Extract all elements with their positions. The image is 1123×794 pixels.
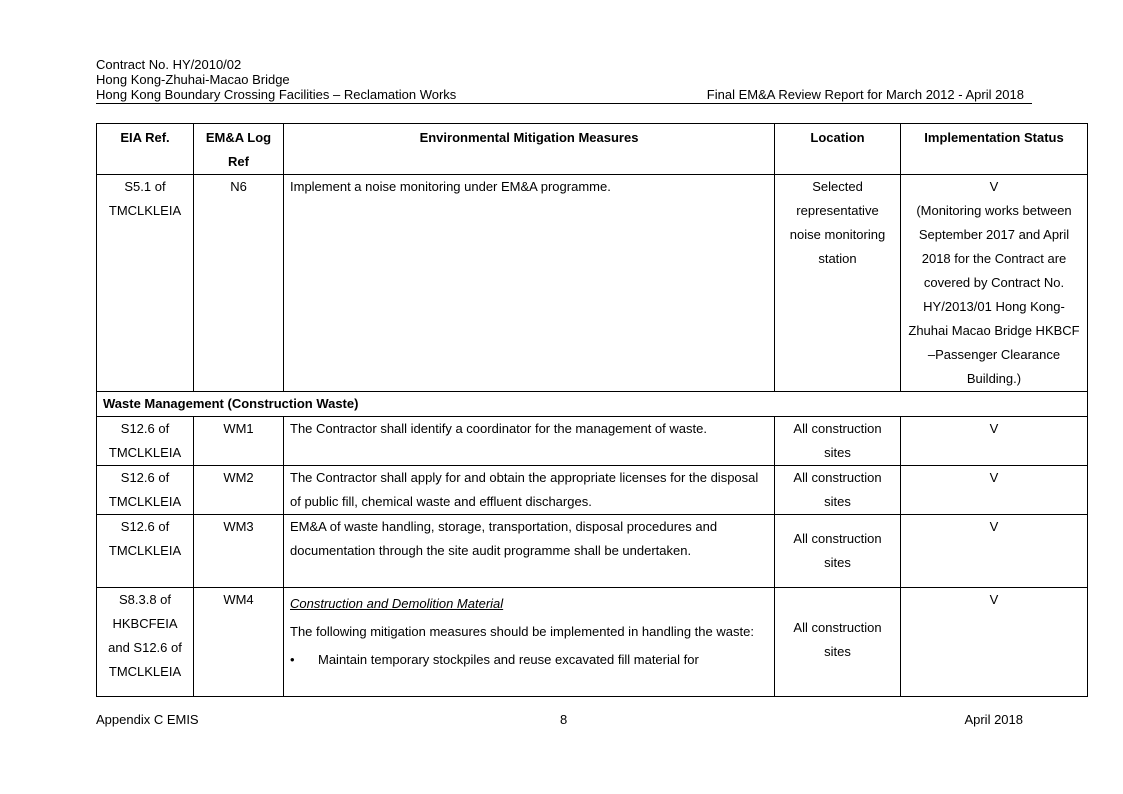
col-measures: Environmental Mitigation Measures [284,124,775,175]
appendix-label: Appendix C EMIS [96,712,199,727]
bullet-icon: • [290,652,295,667]
eia-ref-cell: S12.6 of TMCLKLEIA [97,515,194,588]
col-location: Location [775,124,901,175]
log-ref-cell: WM2 [194,466,284,515]
measure-cell [284,588,775,697]
measure-bullet [290,648,768,672]
status-mark: V [989,179,999,194]
status-cell [901,175,1088,392]
section-title: Waste Management (Construction Waste) [97,392,1088,417]
log-ref-cell: N6 [194,175,284,392]
col-log-ref: EM&A Log Ref [194,124,284,175]
table-row [97,515,1088,588]
table-row [97,466,1088,515]
works-title: Hong Kong Boundary Crossing Facilities – Reclamation Works [96,87,457,102]
eia-ref-cell: S12.6 of TMCLKLEIA [97,417,194,466]
page-number: 8 [560,712,568,727]
section-row [97,392,1088,417]
eia-ref-cell: S8.3.8 of HKBCFEIA and S12.6 of TMCLKLEIA [97,588,194,697]
measure-cell: EM&A of waste handling, storage, transportation, disposal procedures and documentation through the site audit programme shall be undertaken. [284,515,775,588]
table-header-row [97,124,1088,175]
measure-subtitle: Construction and Demolition Material [290,596,504,611]
header-line-3 [96,87,1032,102]
report-title: Final EM&A Review Report for March 2012 - April 2018 [706,87,1024,102]
contract-number: Contract No. HY/2010/02 [96,57,242,72]
measure-cell: Implement a noise monitoring under EM&A programme. [284,175,775,392]
table-row [97,175,1088,392]
mitigation-measures-table [96,123,1088,697]
col-eia-ref: EIA Ref. [97,124,194,175]
log-ref-cell: WM4 [194,588,284,697]
location-cell: All construction sites [775,417,901,466]
location-cell: All construction sites [775,515,901,588]
project-name: Hong Kong-Zhuhai-Macao Bridge [96,72,290,87]
measure-intro: The following mitigation measures should be implemented in handling the waste: [290,624,754,639]
eia-ref-cell: S12.6 of TMCLKLEIA [97,466,194,515]
status-cell: V [901,466,1088,515]
col-status: Implementation Status [901,124,1088,175]
measure-cell: The Contractor shall apply for and obtain the appropriate licenses for the disposal of public fill, chemical waste and effluent discharges. [284,466,775,515]
header-rule [96,103,1032,104]
log-ref-cell: WM3 [194,515,284,588]
location-cell: All construction sites [775,466,901,515]
footer-date: April 2018 [964,712,1023,727]
status-cell: V [901,417,1088,466]
table-row [97,588,1088,697]
status-note: (Monitoring works between September 2017 and April 2018 for the Contract are covered by Contract No. HY/2013/01 Hong Kong-Zhuhai Macao Bridge HKBCF –Passenger Clearance Building.) [908,203,1080,386]
bullet-text: Maintain temporary stockpiles and reuse excavated fill material for [318,652,699,667]
page-header [96,57,1032,102]
status-cell: V [901,588,1088,697]
status-cell: V [901,515,1088,588]
log-ref-cell: WM1 [194,417,284,466]
measure-cell: The Contractor shall identify a coordinator for the management of waste. [284,417,775,466]
table-row [97,417,1088,466]
location-cell: Selected representative noise monitoring station [775,175,901,392]
location-cell: All construction sites [775,588,901,697]
eia-ref-cell: S5.1 of TMCLKLEIA [97,175,194,392]
